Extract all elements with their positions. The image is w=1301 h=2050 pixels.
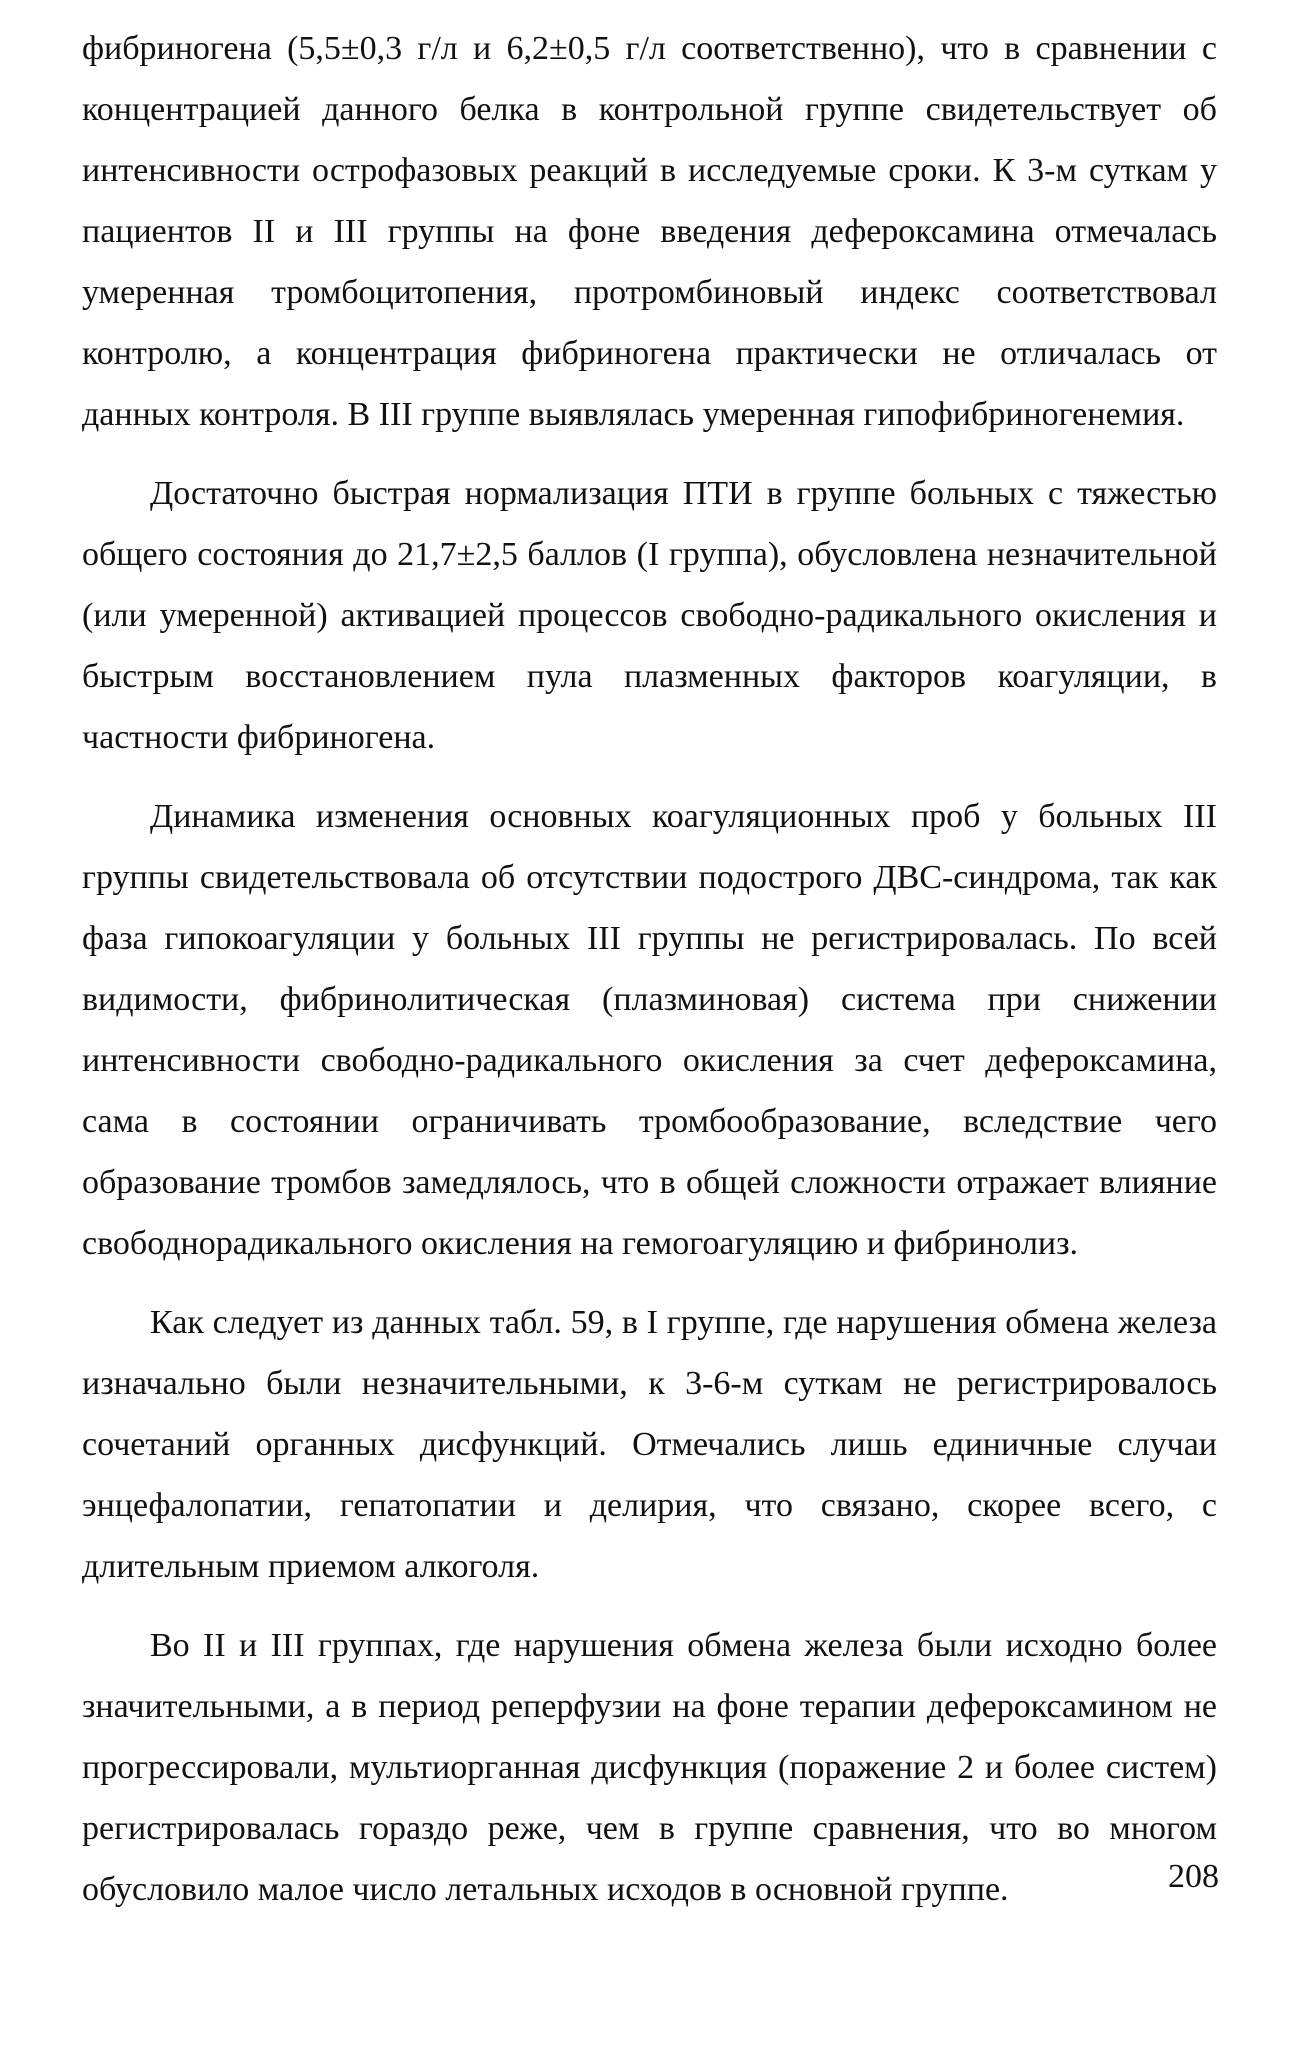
paragraph-group-one: Как следует из данных табл. 59, в I группе, где нарушения обмена железа изначально были незначительными, к 3-6-м суткам не регистрировалось сочетаний органных дисфункций. Отмечались лишь единичные случаи энцефалопатии, гепатопатии и делирия, что связано, скорее всего, с длительным приемом алкоголя. bbox=[82, 1304, 1217, 1585]
paragraph-continuation: фибриногена (5,5±0,3 г/л и 6,2±0,5 г/л соответственно), что в сравнении с концентрацией данного белка в контрольной группе свидетельствует об интенсивности острофазовых реакций в исследуемые сроки. К 3-м суткам у пациентов II и III группы на фоне введения дефероксамина отмечалась умеренная тромбоцитопения, протромбиновый индекс соответствовал контролю, а концентрация фибриногена практически не отличалась от данных контроля. В III группе выявлялась умеренная гипофибриногенемия. bbox=[82, 30, 1217, 433]
page-number: 208 bbox=[1168, 1858, 1219, 1895]
body-text bbox=[82, 18, 1217, 1920]
paragraph-coagulation-dynamics: Динамика изменения основных коагуляционных проб у больных III группы свидетельствовала об отсутствии подострого ДВС-синдрома, так как фаза гипокоагуляции у больных III группы не регистрировалась. По всей видимости, фибринолитическая (плазминовая) система при снижении интенсивности свободно-радикального окисления за счет дефероксамина, сама в состоянии ограничивать тромбообразование, вследствие чего образование тромбов замедлялось, что в общей сложности отражает влияние свободнорадикального окисления на гемогоагуляцию и фибринолиз. bbox=[82, 798, 1217, 1262]
paragraph-pti-normalization: Достаточно быстрая нормализация ПТИ в группе больных с тяжестью общего состояния до 21,7±2,5 баллов (I группа), обусловлена незначительной (или умеренной) активацией процессов свободно-радикального окисления и быстрым восстановлением пула плазменных факторов коагуляции, в частности фибриногена. bbox=[82, 475, 1217, 756]
paragraph-groups-two-three: Во II и III группах, где нарушения обмена железа были исходно более значительными, а в период реперфузии на фоне терапии дефероксамином не прогрессировали, мультиорганная дисфункция (поражение 2 и более систем) регистрировалась гораздо реже, чем в группе сравнения, что во многом обусловило малое число летальных исходов в основной группе. bbox=[82, 1627, 1217, 1908]
